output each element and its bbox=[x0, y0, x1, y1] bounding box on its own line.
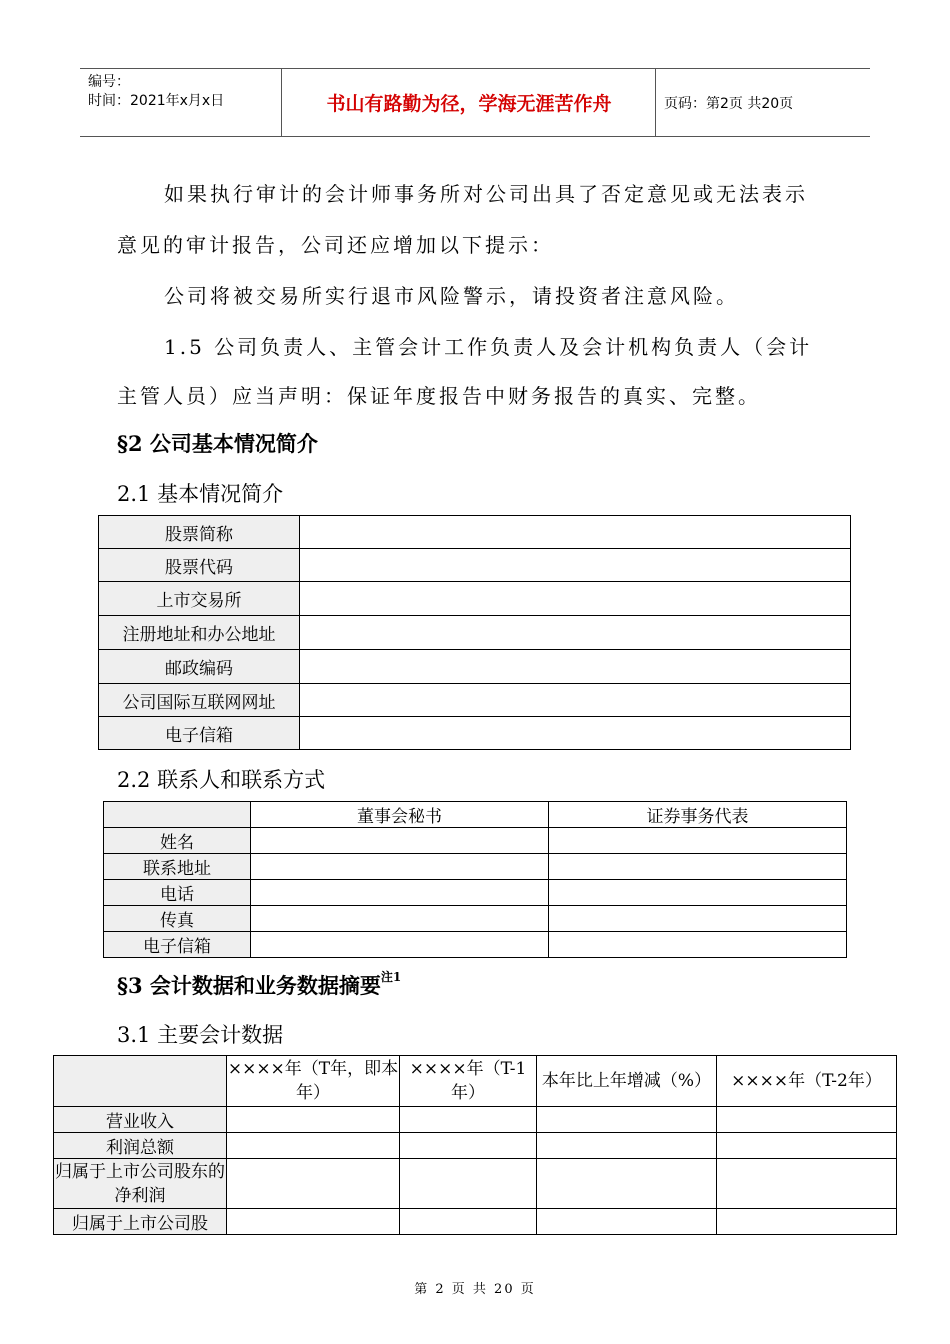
table-row-label: 股票代码 bbox=[99, 549, 300, 582]
doc-time: 时间：2021年x月x日 bbox=[88, 93, 225, 109]
table-cell bbox=[251, 854, 549, 880]
table-row-label: 邮政编码 bbox=[99, 650, 300, 684]
section-3-title bbox=[117, 970, 401, 1000]
header-motto: 书山有路勤为径，学海无涯苦作舟 bbox=[326, 93, 612, 115]
table-cell bbox=[300, 616, 851, 650]
table-cell bbox=[549, 932, 847, 958]
section-3-title-text: §3 会计数据和业务数据摘要 bbox=[117, 973, 381, 998]
header-meta bbox=[88, 73, 224, 111]
column-header: ××××年（T-2年） bbox=[717, 1056, 897, 1107]
table-cell bbox=[300, 684, 851, 717]
table-row-label: 电子信箱 bbox=[99, 717, 300, 750]
table-row-label: 注册地址和办公地址 bbox=[99, 616, 300, 650]
table-row-label: 股票简称 bbox=[99, 516, 300, 549]
table-cell bbox=[300, 717, 851, 750]
section-2-2-title: 2.2 联系人和联系方式 bbox=[117, 768, 326, 792]
table-cell bbox=[549, 854, 847, 880]
table-cell bbox=[537, 1133, 717, 1159]
section-2-1-title: 2.1 基本情况简介 bbox=[117, 482, 284, 506]
table-row-label: 姓名 bbox=[104, 828, 251, 854]
footnote-marker: 注1 bbox=[380, 970, 402, 984]
table-cell bbox=[227, 1133, 400, 1159]
table-corner-cell bbox=[54, 1056, 227, 1107]
table-cell bbox=[717, 1107, 897, 1133]
column-header: 证券事务代表 bbox=[549, 802, 847, 828]
table-cell bbox=[227, 1209, 400, 1235]
accounting-data-table bbox=[53, 1055, 897, 1235]
table-cell bbox=[537, 1159, 717, 1209]
table-cell bbox=[251, 880, 549, 906]
table-row-label: 联系地址 bbox=[104, 854, 251, 880]
table-cell bbox=[537, 1209, 717, 1235]
table-cell bbox=[300, 650, 851, 684]
table-cell bbox=[549, 828, 847, 854]
table-row-label: 上市交易所 bbox=[99, 582, 300, 616]
page-footer: 第 2 页 共 20 页 bbox=[414, 1282, 536, 1297]
table-cell bbox=[717, 1133, 897, 1159]
paragraph-3-line-1: 1.5 公司负责人、主管会计工作负责人及会计机构负责人（会计 bbox=[164, 335, 813, 359]
paragraph-2: 公司将被交易所实行退市风险警示，请投资者注意风险。 bbox=[164, 284, 739, 308]
table-cell bbox=[400, 1209, 537, 1235]
table-cell bbox=[549, 880, 847, 906]
table-cell bbox=[300, 582, 851, 616]
table-row-label: 归属于上市公司股东的净利润 bbox=[54, 1159, 227, 1209]
header-page-info: 页码：第2页 共20页 bbox=[664, 96, 794, 112]
doc-number-label: 编号： bbox=[88, 74, 130, 90]
table-row-label: 归属于上市公司股 bbox=[54, 1209, 227, 1235]
table-cell bbox=[251, 828, 549, 854]
table-cell bbox=[251, 906, 549, 932]
section-3-1-title: 3.1 主要会计数据 bbox=[117, 1023, 284, 1047]
table-cell bbox=[400, 1107, 537, 1133]
table-corner-cell bbox=[104, 802, 251, 828]
column-header: ××××年（T-1年） bbox=[400, 1056, 537, 1107]
column-header: ××××年（T年，即本年） bbox=[227, 1056, 400, 1107]
table-row-label: 电子信箱 bbox=[104, 932, 251, 958]
paragraph-3-line-2: 主管人员）应当声明：保证年度报告中财务报告的真实、完整。 bbox=[117, 384, 761, 408]
contact-table bbox=[103, 801, 847, 958]
table-cell bbox=[400, 1159, 537, 1209]
table-cell bbox=[300, 549, 851, 582]
table-row-label: 传真 bbox=[104, 906, 251, 932]
section-2-title: §2 公司基本情况简介 bbox=[117, 431, 318, 456]
table-cell bbox=[251, 932, 549, 958]
paragraph-1-line-2: 意见的审计报告，公司还应增加以下提示： bbox=[117, 233, 554, 257]
table-cell bbox=[400, 1133, 537, 1159]
table-cell bbox=[227, 1107, 400, 1133]
table-row-label: 公司国际互联网网址 bbox=[99, 684, 300, 717]
page-header bbox=[80, 68, 870, 137]
table-row-label: 利润总额 bbox=[54, 1133, 227, 1159]
table-cell bbox=[300, 516, 851, 549]
table-row-label: 电话 bbox=[104, 880, 251, 906]
table-cell bbox=[227, 1159, 400, 1209]
table-cell bbox=[537, 1107, 717, 1133]
table-cell bbox=[549, 906, 847, 932]
table-row-label: 营业收入 bbox=[54, 1107, 227, 1133]
table-cell bbox=[717, 1209, 897, 1235]
basic-info-table bbox=[98, 515, 851, 750]
column-header: 董事会秘书 bbox=[251, 802, 549, 828]
column-header: 本年比上年增减（%） bbox=[537, 1056, 717, 1107]
paragraph-1-line-1: 如果执行审计的会计师事务所对公司出具了否定意见或无法表示 bbox=[164, 182, 808, 206]
table-cell bbox=[717, 1159, 897, 1209]
